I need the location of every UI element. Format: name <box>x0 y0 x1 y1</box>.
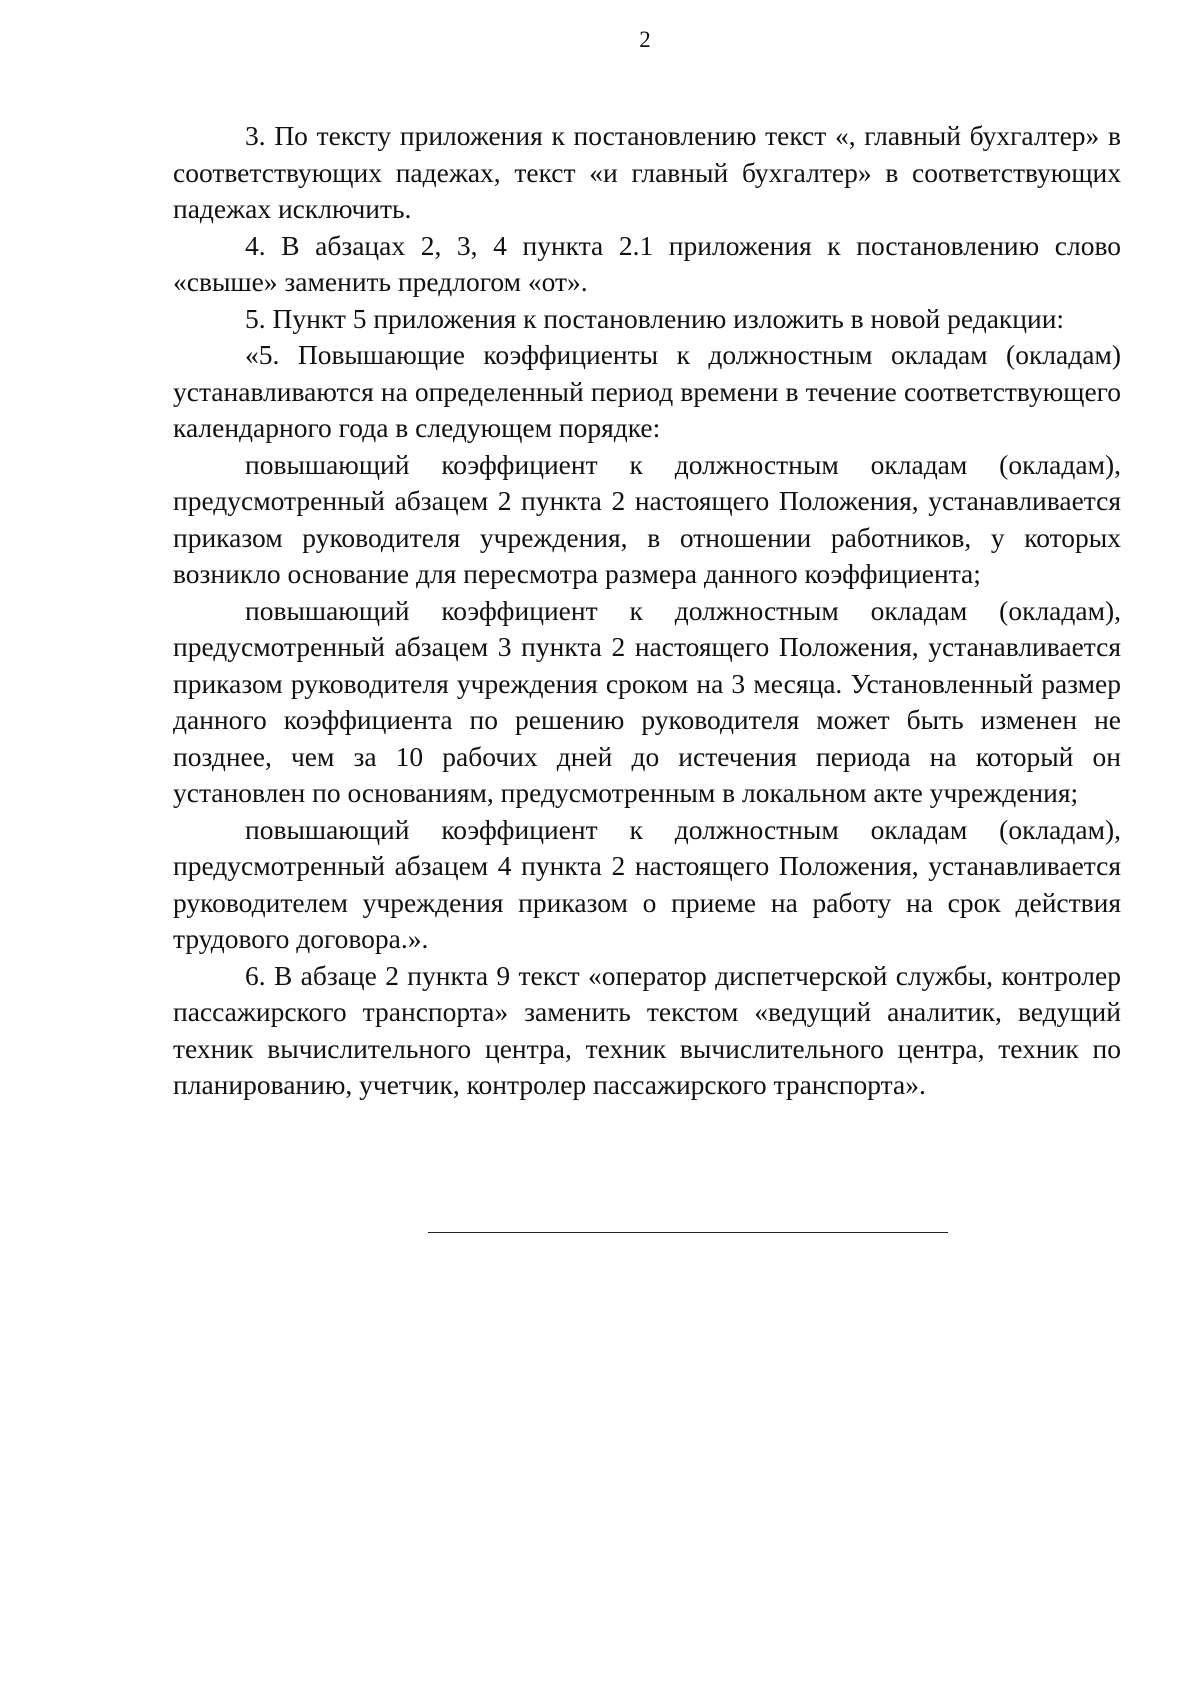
paragraph-coefficient-3: повышающий коэффициент к должностным окладам (окладам), предусмотренный абзацем 3 пункта 2 настоящего Положения, устанавливается приказом руководителя учреждения сроком на 3 месяца. Установленный размер данного коэффициента по решению руководителя может быть изменен не позднее, чем за 10 рабочих дней до истечения периода на который он установлен по основаниям, предусмотренным в локальном акте учреждения; <box>173 594 1121 808</box>
page-number: 2 <box>639 27 651 52</box>
paragraph-item-6: 6. В абзаце 2 пункта 9 текст «оператор диспетчерской службы, контролер пассажирского транспорта» заменить текстом «ведущий аналитик, ведущий техник вычислительного центра, техник вычислительного центра, техник по планированию, учетчик, контролер пассажирского транспорта». <box>173 959 1121 1100</box>
paragraph-item-3: 3. По тексту приложения к постановлению текст «, главный бухгалтер» в соответствующих падежах, текст «и главный бухгалтер» в соответствующих падежах исключить. <box>173 120 1121 224</box>
end-separator-line <box>428 1232 948 1233</box>
paragraph-item-5: 5. Пункт 5 приложения к постановлению изложить в новой редакции: <box>245 302 1065 334</box>
paragraph-coefficient-2: повышающий коэффициент к должностным окладам (окладам), предусмотренный абзацем 2 пункта 2 настоящего Положения, устанавливается приказом руководителя учреждения, в отношении работников, у которых возникло основание для пересмотра размера данного коэффициента; <box>173 448 1121 589</box>
document-body <box>173 118 1121 1104</box>
paragraph-item-4: 4. В абзацах 2, 3, 4 пункта 2.1 приложения к постановлению слово «свыше» заменить предлогом «от». <box>173 229 1121 297</box>
paragraph-quote-item-5: «5. Повышающие коэффициенты к должностным окладам (окладам) устанавливаются на определенный период времени в течение соответствующего календарного года в следующем порядке: <box>173 339 1121 443</box>
paragraph-coefficient-4: повышающий коэффициент к должностным окладам (окладам), предусмотренный абзацем 4 пункта 2 настоящего Положения, устанавливается руководителем учреждения приказом о приеме на работу на срок действия трудового договора.». <box>173 813 1121 954</box>
